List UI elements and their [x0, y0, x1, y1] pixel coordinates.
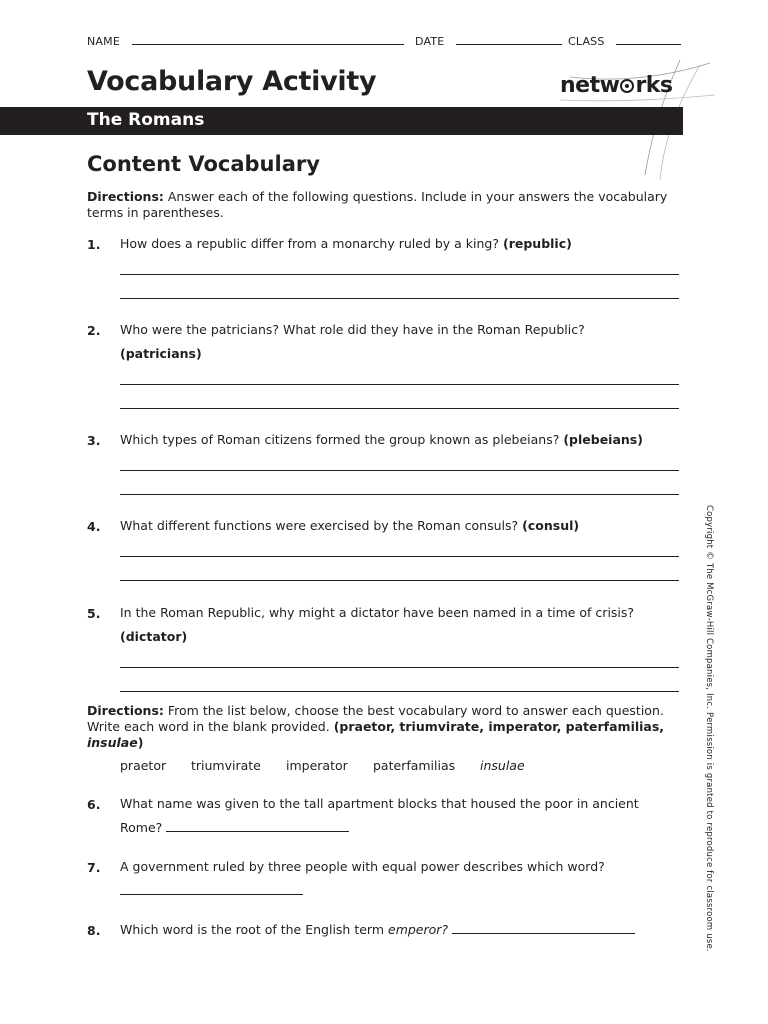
name-field	[87, 34, 404, 48]
question-4-term: (consul)	[522, 518, 580, 533]
answer-line[interactable]	[120, 691, 679, 692]
answer-blank[interactable]	[120, 882, 303, 895]
question-text	[120, 601, 683, 649]
question-7-text: A government ruled by three people with equal power describes which word?	[120, 859, 605, 874]
date-label: DATE	[415, 35, 445, 48]
question-1-term: (republic)	[503, 236, 572, 251]
name-label: NAME	[87, 35, 120, 48]
class-blank[interactable]	[616, 34, 681, 45]
answer-line[interactable]	[120, 494, 679, 495]
question-text	[120, 855, 683, 903]
directions-1-text: Answer each of the following questions. Include in your answers the vocabulary terms in parentheses.	[87, 189, 668, 220]
networks-logo	[560, 73, 673, 98]
question-number: 6.	[87, 797, 101, 812]
answer-line[interactable]	[120, 298, 679, 299]
date-field	[415, 34, 562, 48]
question-2-text: Who were the patricians? What role did they have in the Roman Republic?	[120, 322, 585, 337]
question-number: 4.	[87, 519, 101, 534]
question-8-italic: emperor?	[388, 922, 449, 937]
question-text	[120, 514, 683, 538]
directions-2-terms-end: )	[137, 735, 144, 750]
class-label: CLASS	[568, 35, 605, 48]
answer-blank[interactable]	[166, 819, 349, 832]
date-blank[interactable]	[456, 34, 562, 45]
answer-line[interactable]	[120, 274, 679, 275]
name-blank[interactable]	[132, 34, 404, 45]
logo-text-start: netw	[560, 73, 620, 98]
question-8-text: Which word is the root of the English term	[120, 922, 385, 937]
directions-2	[87, 703, 683, 751]
question-1-text: How does a republic differ from a monarchy ruled by a king?	[120, 236, 500, 251]
question-4-text: What different functions were exercised by the Roman consuls?	[120, 518, 519, 533]
directions-2-label: Directions:	[87, 703, 164, 718]
question-number: 7.	[87, 860, 101, 875]
answer-line[interactable]	[120, 667, 679, 668]
word-bank-item: praetor	[120, 758, 167, 773]
class-field	[568, 34, 681, 48]
section-bar	[0, 107, 683, 135]
answer-line[interactable]	[120, 384, 679, 385]
answer-line[interactable]	[120, 408, 679, 409]
question-number: 8.	[87, 923, 101, 938]
directions-2-text: From the list below, choose the best vocabulary word to answer each question. Write each word in the blank provided.	[87, 703, 664, 734]
directions-2-terms: (praetor, triumvirate, imperator, paterfamilias,	[333, 719, 665, 734]
logo-text-end: rks	[635, 73, 673, 98]
section-title: The Romans	[87, 110, 205, 130]
content-heading: Content Vocabulary	[87, 152, 320, 176]
directions-1-label: Directions:	[87, 189, 164, 204]
question-text	[120, 918, 683, 942]
word-bank-item: imperator	[286, 758, 348, 773]
answer-line[interactable]	[120, 580, 679, 581]
word-bank-item: paterfamilias	[373, 758, 456, 773]
question-number: 2.	[87, 323, 101, 338]
question-number: 3.	[87, 433, 101, 448]
word-bank-item: insulae	[480, 758, 525, 773]
question-number: 1.	[87, 237, 101, 252]
question-text	[120, 232, 683, 256]
logo-gear-icon	[620, 79, 634, 93]
question-number: 5.	[87, 606, 101, 621]
copyright-notice: Copyright © The McGraw-Hill Companies, Inc. Permission is granted to reproduce for classroom use.	[704, 505, 714, 952]
answer-line[interactable]	[120, 556, 679, 557]
question-6-text: What name was given to the tall apartment blocks that housed the poor in ancient Rome?	[120, 796, 639, 835]
question-text	[120, 792, 683, 840]
directions-2-terms-italic: insulae	[87, 735, 138, 750]
answer-blank[interactable]	[452, 921, 635, 934]
question-text	[120, 318, 683, 366]
question-5-text: In the Roman Republic, why might a dictator have been named in a time of crisis?	[120, 605, 635, 620]
question-2-term: (patricians)	[120, 346, 202, 361]
question-3-term: (plebeians)	[563, 432, 643, 447]
page-title: Vocabulary Activity	[87, 66, 377, 97]
question-3-text: Which types of Roman citizens formed the group known as plebeians?	[120, 432, 560, 447]
question-text	[120, 428, 683, 452]
answer-line[interactable]	[120, 470, 679, 471]
word-bank-item: triumvirate	[191, 758, 261, 773]
directions-1	[87, 189, 683, 221]
question-5-term: (dictator)	[120, 629, 188, 644]
